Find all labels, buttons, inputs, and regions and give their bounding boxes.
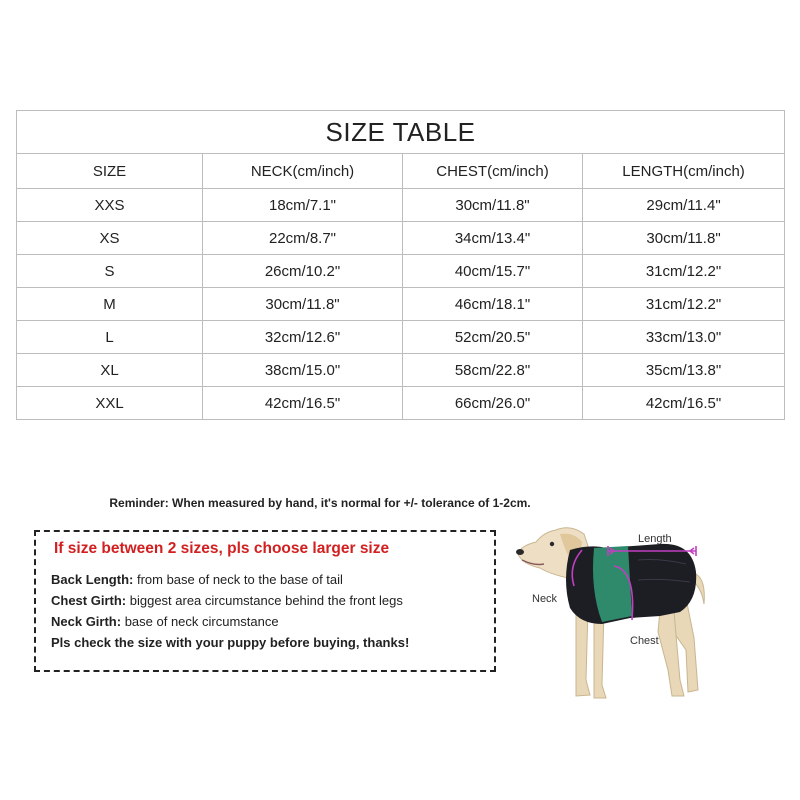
table-row (17, 354, 785, 387)
neck-girth-tip (51, 614, 279, 629)
header-size: SIZE (17, 154, 203, 189)
cell-chest: 52cm/20.5" (403, 321, 583, 354)
cell-length: 30cm/11.8" (583, 222, 785, 255)
cell-chest: 58cm/22.8" (403, 354, 583, 387)
dog-jacket (566, 544, 696, 624)
cell-length: 33cm/13.0" (583, 321, 785, 354)
table-row (17, 222, 785, 255)
chest-girth-tip (51, 593, 403, 608)
cell-size: L (17, 321, 203, 354)
cell-size: XS (17, 222, 203, 255)
table-title: SIZE TABLE (17, 111, 785, 154)
cell-neck: 42cm/16.5" (203, 387, 403, 420)
size-advice-headline: If size between 2 sizes, pls choose larger size (54, 540, 390, 557)
cell-neck: 32cm/12.6" (203, 321, 403, 354)
table-header-row (17, 154, 785, 189)
chest-girth-label: Chest Girth: (51, 593, 127, 608)
back-length-text: from base of neck to the base of tail (133, 572, 343, 587)
table-title-row (17, 111, 785, 154)
cell-length: 31cm/12.2" (583, 255, 785, 288)
cell-size: M (17, 288, 203, 321)
table-row (17, 387, 785, 420)
table-row (17, 288, 785, 321)
length-label: Length (638, 533, 672, 545)
cell-size: XXS (17, 189, 203, 222)
sizing-tips-box (34, 530, 496, 672)
cell-neck: 38cm/15.0" (203, 354, 403, 387)
cell-size: XXL (17, 387, 203, 420)
dog-measurement-figure (510, 520, 710, 720)
cell-length: 42cm/16.5" (583, 387, 785, 420)
cell-chest: 34cm/13.4" (403, 222, 583, 255)
cell-neck: 18cm/7.1" (203, 189, 403, 222)
cell-length: 35cm/13.8" (583, 354, 785, 387)
back-length-tip (51, 572, 343, 587)
neck-girth-label: Neck Girth: (51, 614, 122, 629)
measurement-reminder: Reminder: When measured by hand, it's normal for +/- tolerance of 1-2cm. (109, 496, 531, 510)
neck-label: Neck (532, 593, 558, 605)
cell-size: S (17, 255, 203, 288)
cell-length: 31cm/12.2" (583, 288, 785, 321)
header-neck: NECK(cm/inch) (203, 154, 403, 189)
cell-chest: 46cm/18.1" (403, 288, 583, 321)
neck-girth-text: base of neck circumstance (121, 614, 279, 629)
cell-length: 29cm/11.4" (583, 189, 785, 222)
header-length: LENGTH(cm/inch) (583, 154, 785, 189)
closing-note: Pls check the size with your puppy before buying, thanks! (51, 635, 410, 650)
cell-size: XL (17, 354, 203, 387)
chest-girth-text: biggest area circumstance behind the front legs (126, 593, 403, 608)
cell-neck: 22cm/8.7" (203, 222, 403, 255)
table-row (17, 255, 785, 288)
cell-chest: 66cm/26.0" (403, 387, 583, 420)
size-table (16, 110, 785, 420)
cell-neck: 26cm/10.2" (203, 255, 403, 288)
table-row (17, 321, 785, 354)
chest-label: Chest (630, 635, 659, 647)
cell-neck: 30cm/11.8" (203, 288, 403, 321)
cell-chest: 40cm/15.7" (403, 255, 583, 288)
back-length-label: Back Length: (51, 572, 134, 587)
header-chest: CHEST(cm/inch) (403, 154, 583, 189)
table-row (17, 189, 785, 222)
cell-chest: 30cm/11.8" (403, 189, 583, 222)
